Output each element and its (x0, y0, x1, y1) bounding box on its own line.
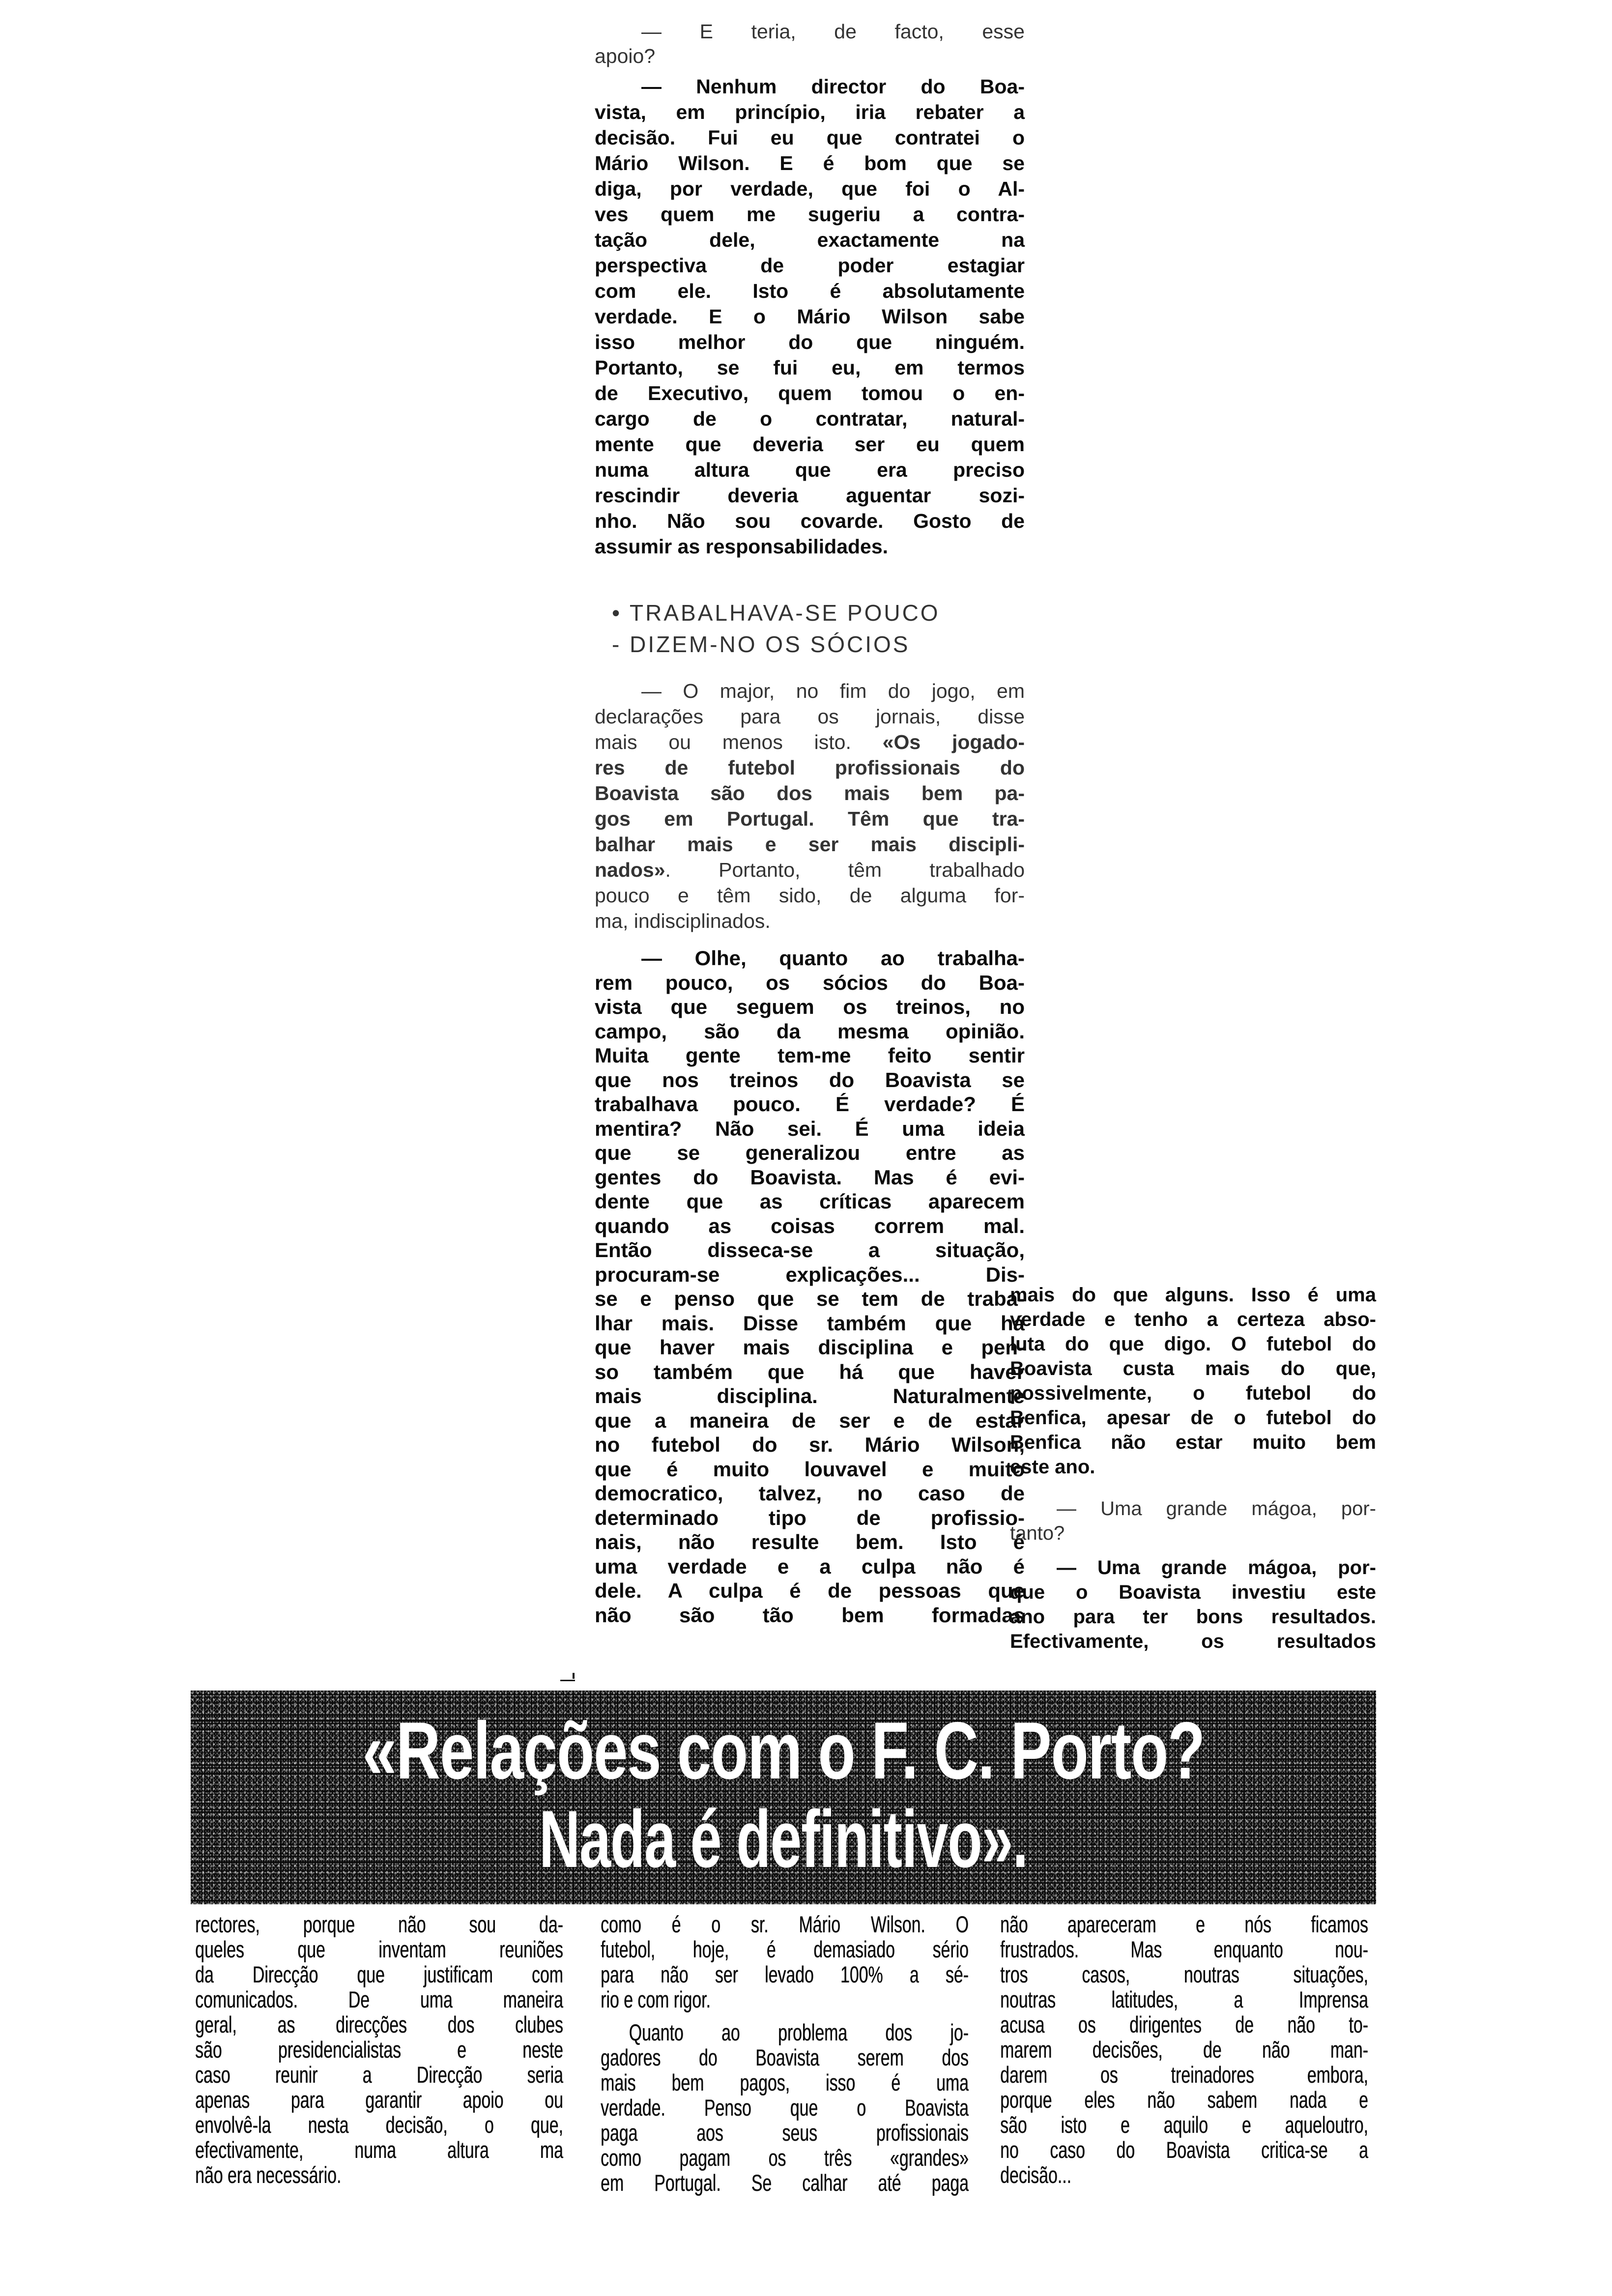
text-line: gadores do Boavista serem dos (601, 2044, 969, 2070)
text-line (595, 755, 1025, 780)
text-line: ano para ter bons resultados. (1010, 1606, 1376, 1628)
text-line: nais, não resulte bem. Isto é (595, 1530, 1025, 1553)
text-line: Boavista custa mais do que, (1010, 1358, 1376, 1379)
text-line: este ano. (1010, 1456, 1095, 1478)
text-line: tros casos, noutras situações, (1000, 1961, 1368, 1987)
headline-line-1 (191, 1705, 1376, 1796)
text-segment: res de futebol profissionais do (595, 756, 1025, 779)
text-line: - DIZEM-NO OS SÓCIOS (612, 631, 910, 657)
text-segment: Boavista são dos mais bem pa- (595, 782, 1025, 804)
text-line: decisão... (1000, 2162, 1071, 2188)
text-line: rectores, porque não sou da- (195, 1911, 563, 1937)
text-line: são presidencialistas e neste (195, 2037, 563, 2063)
text-line: darem os treinadores embora, (1000, 2062, 1368, 2088)
text-line: frustrados. Mas enquanto nou- (1000, 1936, 1368, 1962)
text-line: não são tão bem formadas (595, 1603, 1025, 1627)
text-line: ma, indisciplinados. (595, 910, 771, 932)
text-line: vista, em princípio, iria rebater a (595, 101, 1025, 123)
text-line: — E teria, de facto, esse (641, 20, 1025, 43)
text-line: assumir as responsabilidades. (595, 535, 889, 558)
text-line (595, 806, 1025, 832)
text-line: lhar mais. Disse também que há (595, 1311, 1025, 1335)
bottom-column-2 (601, 1912, 969, 2195)
text-line: paga aos seus profissionais (601, 2120, 969, 2146)
text-line: mais bem pagos, isso é uma (601, 2069, 969, 2095)
text-segment: gos em Portugal. Têm que tra- (595, 807, 1025, 830)
section-heading (612, 597, 985, 660)
text-line (595, 729, 1025, 755)
text-line: • TRABALHAVA-SE POUCO (612, 600, 940, 626)
text-line: comunicados. De uma maneira (195, 1986, 563, 2012)
text-line: cargo de o contratar, natural- (595, 407, 1025, 430)
text-line: decisão. Fui eu que contratei o (595, 126, 1025, 149)
text-line: — O major, no fim do jogo, em (641, 680, 1025, 702)
text-line: no caso do Boavista critica-se a (1000, 2137, 1368, 2163)
text-segment: . Portanto, têm trabalhado (665, 859, 1025, 881)
text-line: caso reunir a Direcção seria (195, 2062, 563, 2088)
text-line: rescindir deveria aguentar sozi- (595, 484, 1025, 507)
text-line: procuram-se explicações... Dis- (595, 1263, 1025, 1286)
text-line: que nos treinos do Boavista se (595, 1068, 1025, 1091)
text-line (595, 780, 1025, 806)
text-line: que haver mais disciplina e pen- (595, 1336, 1025, 1359)
headline-line-2 (191, 1794, 1376, 1884)
text-line: que é muito louvavel e muito (595, 1457, 1025, 1481)
text-line: Quanto ao problema dos jo- (629, 2019, 969, 2045)
text-line: luta do que digo. O futebol do (1010, 1333, 1376, 1355)
text-line: Muita gente tem-me feito sentir (595, 1044, 1025, 1067)
text-line: são isto e aquilo e aqueloutro, (1000, 2112, 1368, 2138)
text-line: efectivamente, numa altura ma (195, 2137, 563, 2163)
text-line: futebol, hoje, é demasiado sério (601, 1936, 969, 1962)
text-line: Benfica não estar muito bem (1010, 1432, 1376, 1453)
right-paragraph-benfica (1010, 1283, 1376, 1479)
text-line: ves quem me sugeriu a contra- (595, 203, 1025, 226)
text-line: Benfica, apesar de o futebol do (1010, 1407, 1376, 1429)
text-line: rio e com rigor. (601, 1986, 711, 2012)
text-line: apenas para garantir apoio ou (195, 2087, 563, 2113)
text-line: quando as coisas correm mal. (595, 1214, 1025, 1237)
text-line: envolvê-la nesta decisão, o que, (195, 2112, 563, 2138)
text-line: so também que há que haver (595, 1360, 1025, 1383)
text-line: se e penso que se tem de traba- (595, 1287, 1025, 1310)
text-line: acusa os dirigentes de não to- (1000, 2011, 1368, 2038)
question-apoio (595, 20, 1025, 68)
text-line: rem pouco, os sócios do Boa- (595, 971, 1025, 994)
text-line: que se generalizou entre as (595, 1141, 1025, 1164)
text-line: vista que seguem os treinos, no (595, 995, 1025, 1018)
text-line: isso melhor do que ninguém. (595, 331, 1025, 353)
text-line: não era necessário. (195, 2162, 342, 2188)
text-line: tação dele, exactamente na (595, 229, 1025, 251)
text-line: pouco e têm sido, de alguma for- (595, 884, 1025, 907)
text-line: que o Boavista investiu este (1010, 1581, 1376, 1603)
text-line: de Executivo, quem tomou o en- (595, 382, 1025, 404)
text-line: — Uma grande mágoa, por- (1057, 1498, 1376, 1520)
headline-text-1: «Relações com o F. C. Porto? (362, 1705, 1205, 1796)
text-line: não apareceram e nós ficamos (1000, 1911, 1368, 1937)
text-line: no futebol do sr. Mário Wilson, (595, 1433, 1025, 1456)
text-line: Portanto, se fui eu, em termos (595, 356, 1025, 379)
text-line: que a maneira de ser e de estar (595, 1408, 1025, 1432)
text-line: como pagam os três «grandes» (601, 2145, 969, 2171)
text-line: verdade. Penso que o Boavista (601, 2095, 969, 2121)
text-line: tanto? (1010, 1522, 1065, 1544)
answer-olhe (595, 946, 1025, 1627)
text-line: nho. Não sou covarde. Gosto de (595, 510, 1025, 532)
answer-nenhum-director (595, 74, 1025, 559)
text-line: para não ser levado 100% a sé- (601, 1961, 969, 1987)
text-line: trabalhava pouco. É verdade? É (595, 1092, 1025, 1116)
headline-banner (191, 1691, 1376, 1904)
text-line: mente que deveria ser eu quem (595, 433, 1025, 456)
text-line: Efectivamente, os resultados (1010, 1631, 1376, 1652)
text-line: Mário Wilson. E é bom que se (595, 152, 1025, 174)
text-line: dele. A culpa é de pessoas que (595, 1579, 1025, 1602)
text-line: mentira? Não sei. É uma ideia (595, 1117, 1025, 1140)
text-line: numa altura que era preciso (595, 459, 1025, 481)
print-speck (560, 1680, 575, 1681)
text-line: democratico, talvez, no caso de (595, 1482, 1025, 1505)
text-segment: nados» (595, 859, 665, 881)
text-line: declarações para os jornais, disse (595, 705, 1025, 728)
bottom-column-1 (195, 1912, 563, 2187)
text-line: dente que as críticas aparecem (595, 1190, 1025, 1213)
text-line: verdade e tenho a certeza abso- (1010, 1309, 1376, 1330)
text-line: porque eles não sabem nada e (1000, 2087, 1368, 2113)
answer-magoa (1010, 1555, 1376, 1654)
text-segment: balhar mais e ser mais discipli- (595, 833, 1025, 856)
text-segment: mais ou menos isto. (595, 731, 883, 753)
text-line: com ele. Isto é absolutamente (595, 280, 1025, 302)
bottom-column-3 (1000, 1912, 1368, 2187)
text-segment: «Os jogado- (882, 731, 1025, 753)
question-major (595, 678, 1025, 934)
text-line: geral, as direcções dos clubes (195, 2011, 563, 2038)
text-line: mais disciplina. Naturalmente (595, 1384, 1025, 1407)
text-line: noutras latitudes, a Imprensa (1000, 1986, 1368, 2012)
text-line: — Nenhum director do Boa- (641, 75, 1025, 98)
print-speck (573, 1673, 575, 1679)
text-line: perspectiva de poder estagiar (595, 254, 1025, 277)
text-line: apoio? (595, 44, 656, 67)
text-line: queles que inventam reuniões (195, 1936, 563, 1962)
question-magoa (1010, 1496, 1376, 1546)
text-line: Então disseca-se a situação, (595, 1238, 1025, 1262)
text-line (595, 857, 1025, 883)
headline-text-2: Nada é definitivo». (539, 1794, 1028, 1884)
text-line: como é o sr. Mário Wilson. O (601, 1911, 969, 1937)
text-line: campo, são da mesma opinião. (595, 1019, 1025, 1043)
text-line: marem decisões, de não man- (1000, 2037, 1368, 2063)
text-line: — Olhe, quanto ao trabalha- (641, 947, 1025, 970)
text-line: uma verdade e a culpa não é (595, 1554, 1025, 1578)
text-line (595, 832, 1025, 857)
text-line: determinado tipo de profissio- (595, 1506, 1025, 1529)
text-line: gentes do Boavista. Mas é evi- (595, 1165, 1025, 1189)
text-line: — Uma grande mágoa, por- (1057, 1557, 1376, 1578)
paragraph-gap (601, 2012, 969, 2020)
text-line: diga, por verdade, que foi o Al- (595, 177, 1025, 200)
text-line: em Portugal. Se calhar até paga (601, 2170, 969, 2196)
text-line: possivelmente, o futebol do (1010, 1382, 1376, 1404)
text-line: mais do que alguns. Isso é uma (1010, 1284, 1376, 1306)
text-line: verdade. E o Mário Wilson sabe (595, 305, 1025, 328)
text-line: da Direcção que justificam com (195, 1961, 563, 1987)
